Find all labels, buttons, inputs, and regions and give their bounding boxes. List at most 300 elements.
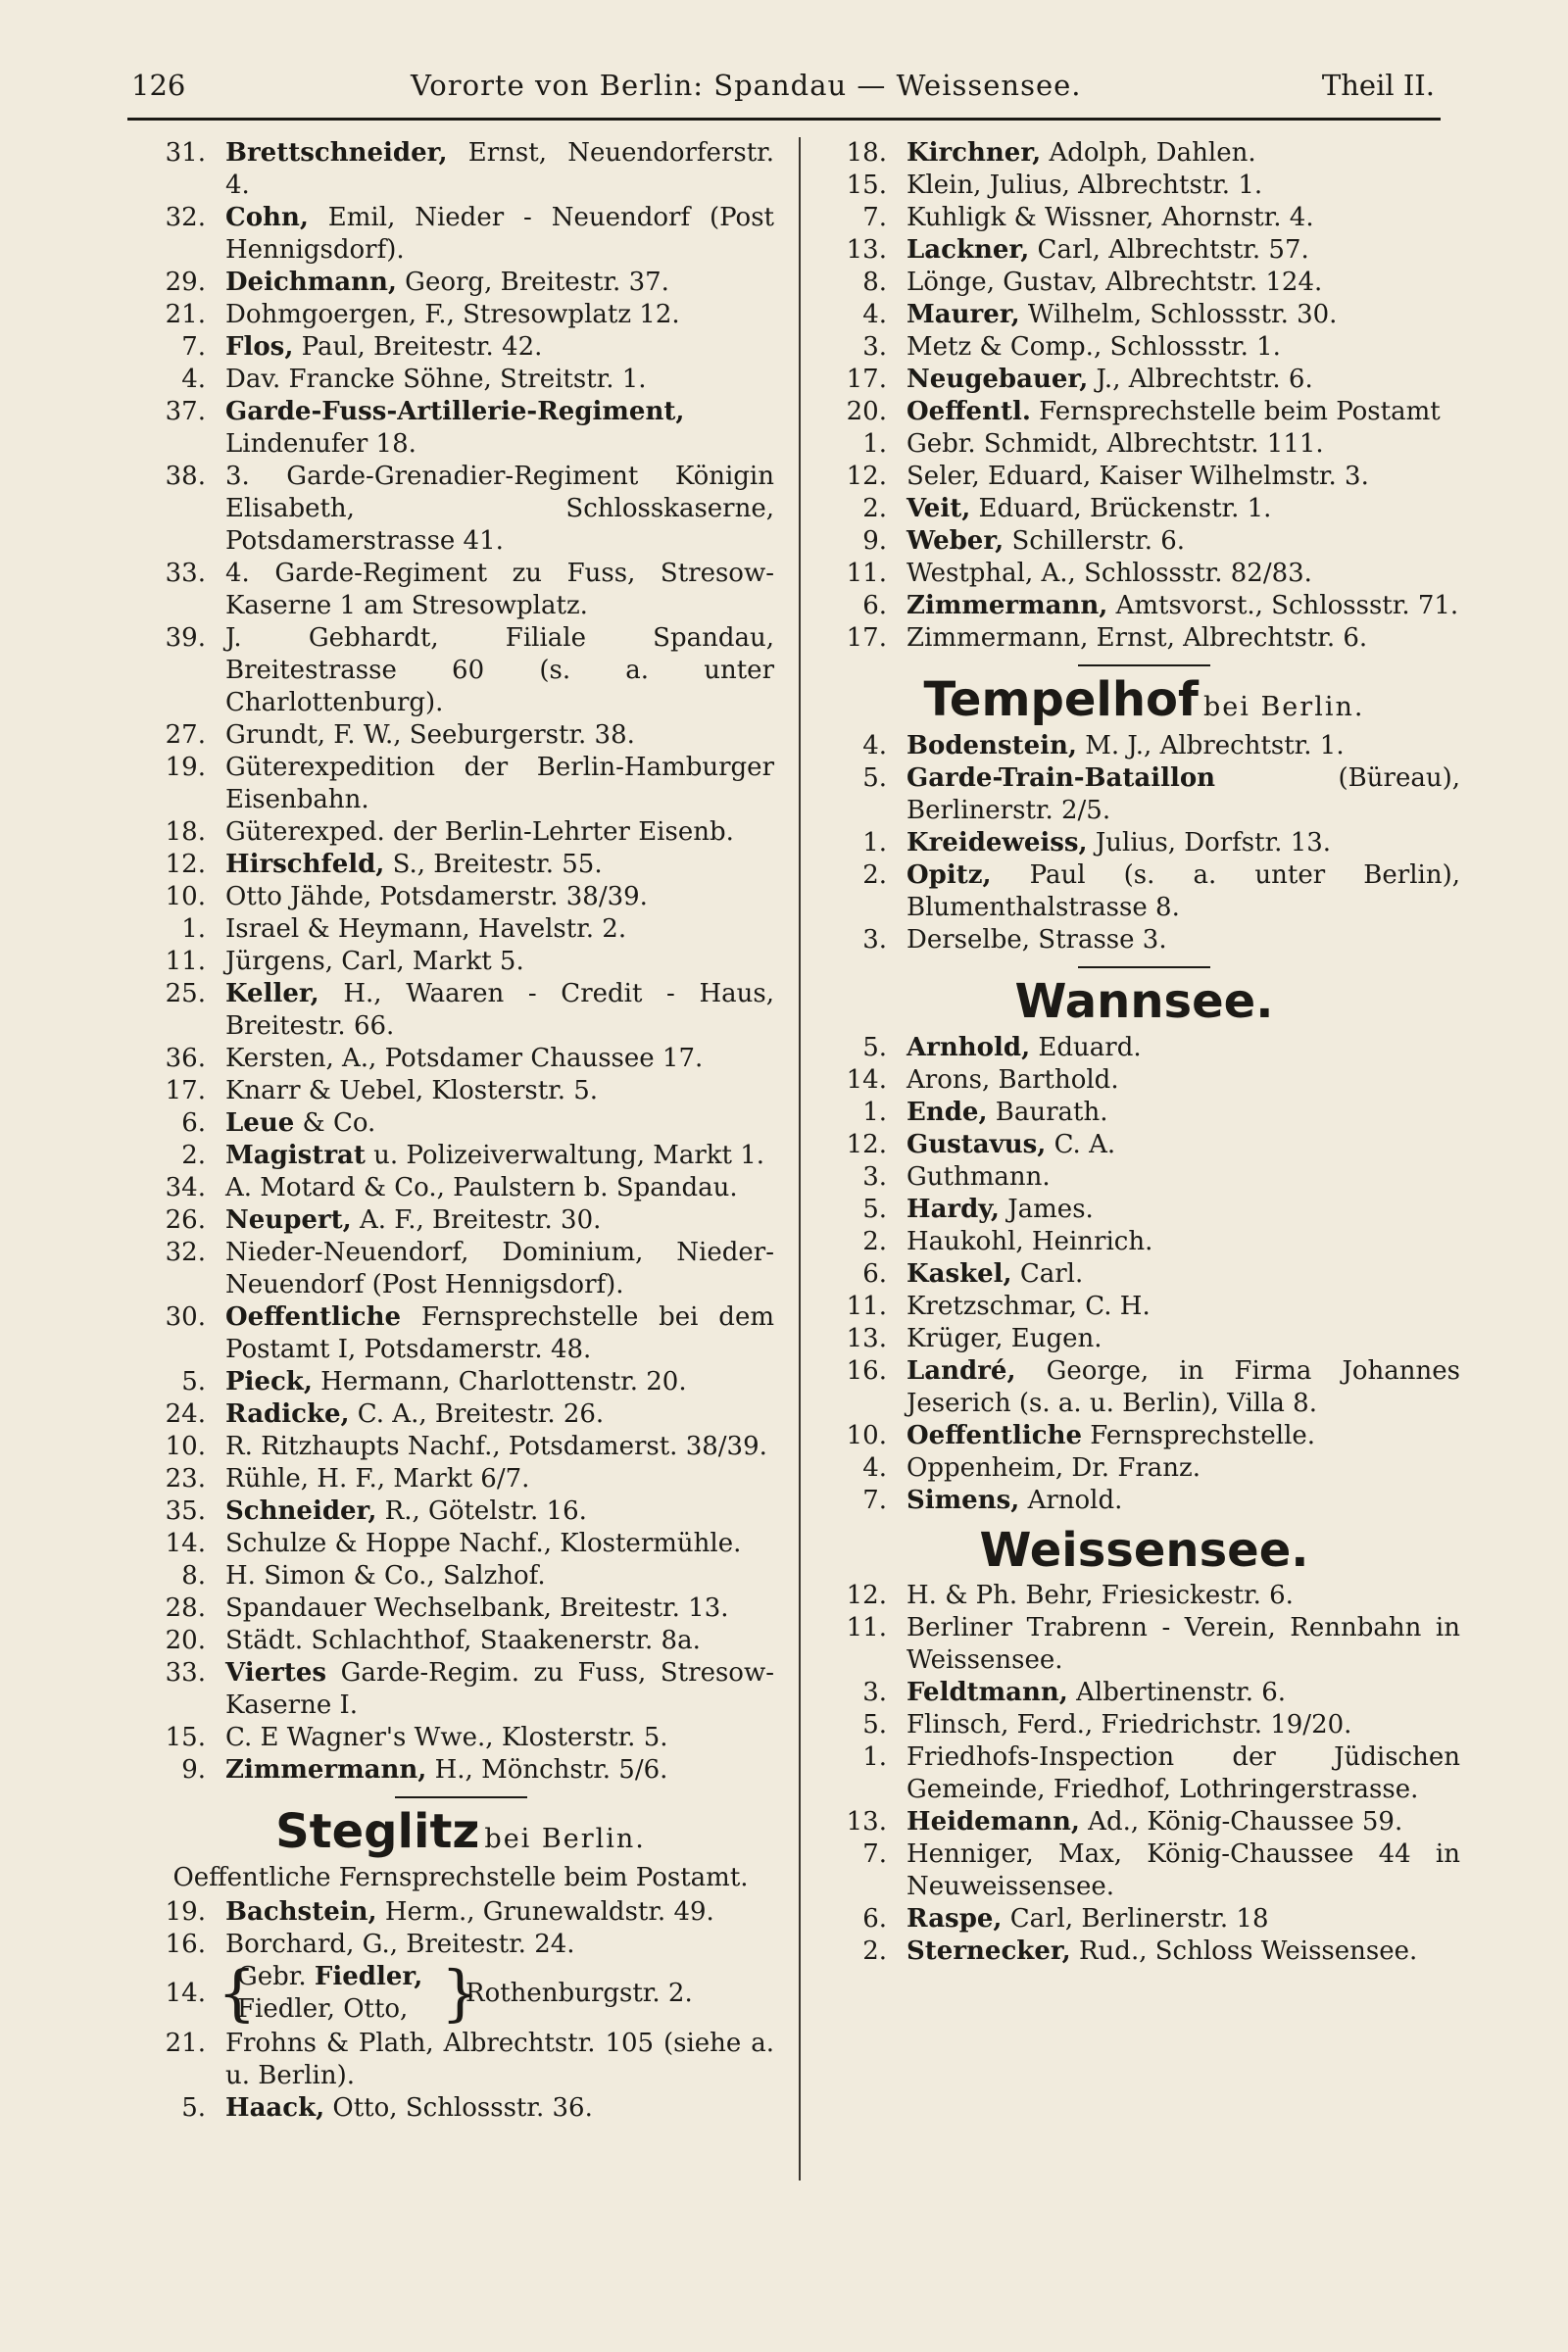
entry-text	[225, 719, 774, 752]
entry-details: Kuhligk & Wissner, Ahornstr. 4.	[906, 203, 1314, 232]
directory-entry	[147, 202, 774, 267]
entry-text	[906, 1032, 1460, 1064]
entry-number: 4.	[181, 365, 206, 394]
directory-entry	[147, 137, 774, 202]
entry-details: Adolph, Dahlen.	[1041, 138, 1256, 168]
entry-text	[906, 299, 1460, 331]
entry-details: Kretzschmar, C. H.	[906, 1291, 1151, 1321]
entry-text	[906, 1194, 1460, 1226]
entry-text	[225, 202, 774, 267]
entry-name: Kaskel,	[906, 1258, 1012, 1289]
entry-text	[225, 849, 774, 881]
entry-details: Jürgens, Carl, Markt 5.	[225, 947, 524, 976]
entry-details: Güterexpedition der Berlin-Hamburger Eisenbahn.	[225, 753, 774, 814]
entry-number: 13.	[846, 235, 887, 265]
directory-entry	[147, 558, 774, 622]
entry-details: Knarr & Uebel, Klosterstr. 5.	[225, 1076, 599, 1105]
entry-name: Maurer,	[906, 300, 1020, 329]
entry-text	[906, 1936, 1460, 1968]
entry-text	[225, 267, 774, 299]
entry-details: Nieder-Neuendorf, Dominium, Nieder-Neuendorf (Post Hennigsdorf).	[225, 1238, 774, 1299]
directory-entry	[828, 558, 1460, 590]
place-name: Wannsee.	[1014, 973, 1274, 1029]
entry-number: 9.	[181, 1755, 206, 1785]
directory-entry	[828, 1161, 1460, 1194]
entry-details: H. & Ph. Behr, Friesickestr. 6.	[906, 1581, 1294, 1611]
entry-details: 3. Garde-Grenadier-Regiment Königin Elisabeth, Schlosskaserne, Potsdamerstrasse 41.	[225, 462, 774, 556]
entry-number: 10.	[846, 1420, 887, 1450]
entry-text	[225, 1560, 774, 1592]
brace-line-2: Fiedler, Otto,	[237, 1993, 409, 2024]
directory-entry	[828, 924, 1460, 956]
entry-name: Haack,	[225, 2092, 325, 2123]
entry-text	[906, 461, 1460, 493]
entry-details: Flinsch, Ferd., Friedrichstr. 19/20.	[906, 1710, 1352, 1740]
entry-details: Albertinenstr. 6.	[1067, 1678, 1287, 1708]
entry-text	[906, 1161, 1460, 1194]
entry-details: Fernsprechstelle.	[1082, 1420, 1316, 1450]
entry-number: 18.	[846, 138, 887, 168]
entry-text	[225, 331, 774, 364]
entry-text	[225, 558, 774, 622]
entry-details: Carl, Berlinerstr. 18	[1002, 1904, 1269, 1935]
entry-number: 5.	[862, 1032, 887, 1062]
entry-name: Oeffentliche	[906, 1420, 1083, 1450]
entry-details: Schulze & Hoppe Nachf., Klostermühle.	[225, 1529, 742, 1558]
entry-number: 12.	[846, 462, 887, 491]
entry-details: Grundt, F. W., Seeburgerstr. 38.	[225, 720, 635, 750]
entry-name: Keller,	[225, 979, 319, 1008]
directory-entry	[828, 525, 1460, 558]
directory-entry	[828, 1064, 1460, 1097]
entry-number: 27.	[165, 720, 206, 750]
entry-details: Baurath.	[987, 1097, 1108, 1127]
entry-name: Veit,	[906, 494, 971, 523]
entry-number: 4.	[862, 300, 887, 329]
entry-name: Leue	[225, 1108, 295, 1138]
entry-number: 3.	[862, 1161, 887, 1192]
entry-details: Dav. Francke Söhne, Streitstr. 1.	[225, 365, 647, 394]
entry-number: 29.	[165, 268, 206, 297]
entry-details: J., Albrechtstr. 6.	[1088, 365, 1313, 394]
entry-text	[906, 1806, 1460, 1838]
entry-details: Ad., König-Chaussee 59.	[1079, 1807, 1403, 1838]
entry-text	[906, 1485, 1460, 1517]
weissensee-list	[828, 1580, 1460, 1968]
directory-entry	[147, 913, 774, 946]
entry-number: 7.	[862, 1839, 887, 1870]
entry-number: 8.	[862, 268, 887, 297]
entry-number: 16.	[846, 1355, 887, 1386]
directory-entry	[147, 881, 774, 913]
directory-entry	[147, 1075, 774, 1107]
brace-names	[237, 1961, 422, 2026]
section-title-tempelhof	[828, 674, 1460, 726]
directory-entry	[147, 1929, 774, 1961]
entry-text	[225, 752, 774, 816]
entry-text	[225, 461, 774, 558]
entry-text	[906, 1580, 1460, 1612]
entry-name: Heidemann,	[906, 1807, 1080, 1838]
entry-number: 2.	[181, 1141, 206, 1170]
brace-prefix: Gebr.	[237, 1961, 315, 1991]
entry-name: Neupert,	[225, 1205, 352, 1235]
entry-details: Eduard, Brückenstr. 1.	[970, 494, 1272, 523]
directory-entry	[828, 1452, 1460, 1485]
entry-text	[225, 1463, 774, 1495]
entry-text	[225, 1398, 774, 1431]
entry-text	[225, 622, 774, 719]
entry-details: Haukohl, Heinrich.	[906, 1226, 1153, 1256]
entry-number: 5.	[181, 2092, 206, 2123]
entry-number: 15.	[165, 1723, 206, 1752]
entry-name: Landré,	[906, 1355, 1016, 1386]
directory-entry	[828, 1226, 1460, 1258]
entry-number: 7.	[181, 332, 206, 362]
entry-details: Julius, Dorfstr. 13.	[1087, 827, 1332, 858]
entry-details: C. E Wagner's Wwe., Klosterstr. 5.	[225, 1723, 668, 1752]
entry-details: Henniger, Max, König-Chaussee 44 in Neuweissensee.	[906, 1839, 1460, 1902]
entry-number: 1.	[181, 914, 206, 944]
directory-entry	[828, 234, 1460, 267]
entry-details: James.	[999, 1194, 1094, 1224]
entry-number: 39.	[165, 623, 206, 653]
header-rule	[127, 118, 1441, 121]
directory-entry	[828, 762, 1460, 827]
entry-text	[225, 1495, 774, 1528]
entry-number: 2.	[862, 859, 887, 890]
entry-text	[906, 827, 1460, 859]
entry-text	[906, 170, 1460, 202]
entry-name: Garde-Fuss-Artillerie-Regiment,	[225, 397, 685, 426]
entry-number: 11.	[846, 559, 887, 588]
entry-text	[906, 1420, 1460, 1452]
entry-number: 18.	[165, 817, 206, 847]
entry-name: Zimmermann,	[225, 1755, 427, 1785]
wannsee-list	[828, 1032, 1460, 1517]
continued-list	[828, 137, 1460, 655]
directory-entry	[828, 730, 1460, 762]
directory-entry	[828, 1936, 1460, 1968]
directory-entry	[147, 1172, 774, 1204]
entry-text	[225, 1075, 774, 1107]
entry-number: 5.	[862, 1194, 887, 1224]
entry-details: H., Mönchstr. 5/6.	[426, 1755, 668, 1785]
directory-entry	[828, 827, 1460, 859]
steglitz-list-a	[147, 1896, 774, 1961]
directory-entry	[828, 1194, 1460, 1226]
entry-text	[225, 1107, 774, 1140]
directory-entry	[828, 1355, 1460, 1420]
entry-name: Oeffentliche	[225, 1302, 402, 1332]
entry-number: 21.	[165, 2028, 206, 2058]
place-suffix: bei Berlin.	[484, 1824, 646, 1854]
entry-number: 30.	[165, 1302, 206, 1332]
entry-name: Arnhold,	[906, 1032, 1031, 1062]
entry-text	[906, 1355, 1460, 1420]
entry-name: Deichmann,	[225, 268, 397, 297]
entry-details: Spandauer Wechselbank, Breitestr. 13.	[225, 1593, 729, 1623]
directory-entry	[147, 1043, 774, 1075]
entry-text	[225, 1204, 774, 1237]
entry-number: 11.	[165, 947, 206, 976]
place-suffix: bei Berlin.	[1202, 692, 1365, 722]
entry-number: 15.	[846, 171, 887, 200]
directory-entry	[147, 1431, 774, 1463]
entry-text	[906, 1226, 1460, 1258]
entry-number: 4.	[862, 730, 887, 760]
entry-details: Lindenufer 18.	[225, 429, 416, 459]
entry-number: 24.	[165, 1399, 206, 1429]
entry-details: Herm., Grunewaldstr. 49.	[376, 1896, 714, 1927]
entry-text	[225, 1366, 774, 1398]
section-note: Oeffentliche Fernsprechstelle beim Postamt.	[172, 1862, 749, 1892]
entry-details: Emil, Nieder - Neuendorf (Post Hennigsdorf).	[225, 203, 774, 265]
entry-text	[906, 1129, 1460, 1161]
entry-text	[225, 1592, 774, 1625]
directory-entry	[147, 2028, 774, 2092]
entry-details: Carl.	[1011, 1258, 1084, 1289]
entry-name: Weber,	[906, 526, 1004, 556]
entry-name: Flos,	[225, 332, 294, 362]
entry-number: 6.	[862, 1904, 887, 1935]
entry-number: 19.	[165, 753, 206, 782]
section-rule	[1078, 966, 1210, 968]
entry-number: 9.	[862, 526, 887, 556]
entry-text	[906, 1064, 1460, 1097]
section-title-weissensee	[828, 1522, 1460, 1578]
entry-text	[225, 1043, 774, 1075]
entry-number: 7.	[862, 203, 887, 232]
entry-details: Oppenheim, Dr. Franz.	[906, 1452, 1200, 1483]
entry-details: Amtsvorst., Schlossstr. 71.	[1107, 591, 1459, 620]
entry-name: Lackner,	[906, 235, 1030, 265]
entry-number: 20.	[846, 397, 887, 426]
directory-entry	[828, 428, 1460, 461]
directory-entry	[828, 1032, 1460, 1064]
running-title: Vororte von Berlin: Spandau — Weissensee.	[411, 69, 1082, 102]
directory-entry	[828, 1709, 1460, 1741]
entry-text	[906, 1097, 1460, 1129]
directory-entry	[147, 1204, 774, 1237]
directory-entry	[828, 267, 1460, 299]
entry-details: Paul (s. a. unter Berlin), Blumenthalstrasse 8.	[906, 859, 1460, 922]
entry-details: Eduard.	[1030, 1032, 1142, 1062]
directory-entry	[828, 1580, 1460, 1612]
left-column	[147, 137, 774, 2125]
directory-entry	[147, 1528, 774, 1560]
entry-name: Garde-Train-Bataillon	[906, 762, 1216, 793]
entry-text	[225, 2092, 774, 2125]
directory-entry	[828, 1677, 1460, 1709]
entry-text	[906, 331, 1460, 364]
entry-number: 7.	[862, 1485, 887, 1515]
entry-details: Städt. Schlachthof, Staakenerstr. 8a.	[225, 1626, 701, 1655]
entry-details: Guthmann.	[906, 1161, 1051, 1192]
directory-entry	[828, 1485, 1460, 1517]
entry-details: Güterexped. der Berlin-Lehrter Eisenb.	[225, 817, 734, 847]
entry-text	[225, 364, 774, 396]
entry-details: R., Götelstr. 16.	[376, 1496, 587, 1526]
entry-text	[906, 1323, 1460, 1355]
entry-details: Borchard, G., Breitestr. 24.	[225, 1929, 575, 1959]
directory-entry	[147, 1754, 774, 1787]
entry-details: Schillerstr. 6.	[1004, 526, 1186, 556]
entry-text	[225, 1722, 774, 1754]
entry-details: George, in Firma Johannes Jeserich (s. a. u. Berlin), Villa 8.	[906, 1355, 1460, 1418]
entry-number: 6.	[862, 1258, 887, 1289]
directory-entry	[828, 859, 1460, 924]
entry-text	[906, 859, 1460, 924]
entry-name: Simens,	[906, 1485, 1020, 1515]
entry-number: 21.	[165, 300, 206, 329]
entry-text	[225, 1929, 774, 1961]
entry-number: 5.	[862, 1710, 887, 1740]
directory-entry	[147, 1463, 774, 1495]
entry-number: 4.	[862, 1452, 887, 1483]
directory-entry	[147, 1657, 774, 1722]
entry-number: 12.	[846, 1129, 887, 1159]
entry-number: 32.	[165, 203, 206, 232]
entry-number: 25.	[165, 979, 206, 1008]
entry-details: Paul, Breitestr. 42.	[293, 332, 543, 362]
entry-details: Klein, Julius, Albrechtstr. 1.	[906, 171, 1263, 200]
entry-details: R. Ritzhaupts Nachf., Potsdamerst. 38/39.	[225, 1432, 767, 1461]
entry-number: 34.	[165, 1173, 206, 1202]
entry-text	[906, 267, 1460, 299]
entry-text	[225, 1528, 774, 1560]
entry-name: Ende,	[906, 1097, 988, 1127]
entry-name: Radicke,	[225, 1399, 350, 1429]
entry-name: Gustavus,	[906, 1129, 1047, 1159]
tempelhof-list	[828, 730, 1460, 956]
entry-text	[906, 1838, 1460, 1903]
entry-details: Carl, Albrechtstr. 57.	[1029, 235, 1309, 265]
entry-name: Brettschneider,	[225, 138, 448, 168]
entry-number: 36.	[165, 1044, 206, 1073]
directory-entry	[147, 461, 774, 558]
page-number: 126	[131, 69, 186, 102]
directory-entry	[147, 1237, 774, 1301]
entry-details: Dohmgoergen, F., Stresowplatz 12.	[225, 300, 680, 329]
entry-details: C. A., Breitestr. 26.	[349, 1399, 605, 1429]
entry-number: 1.	[862, 1742, 887, 1773]
entry-number: 23.	[165, 1464, 206, 1494]
entry-number: 32.	[165, 1238, 206, 1267]
entry-text	[225, 299, 774, 331]
entry-number: 13.	[846, 1323, 887, 1353]
entry-name: Sternecker,	[906, 1936, 1071, 1967]
entry-details: C. A.	[1046, 1129, 1116, 1159]
entry-details: Arons, Barthold.	[906, 1064, 1119, 1095]
entry-text	[225, 1896, 774, 1929]
directory-entry	[828, 1612, 1460, 1677]
entry-number: 17.	[165, 1076, 206, 1105]
entry-number: 1.	[862, 1097, 887, 1127]
entry-name: Magistrat	[225, 1141, 366, 1170]
entry-text	[225, 137, 774, 202]
entry-text	[225, 978, 774, 1043]
brace-address: Rothenburgstr. 2.	[466, 1978, 693, 2008]
entry-text	[906, 1291, 1460, 1323]
directory-entry	[147, 1301, 774, 1366]
entry-number: 6.	[181, 1108, 206, 1138]
directory-entry	[828, 170, 1460, 202]
entry-number: 3.	[862, 1678, 887, 1708]
entry-number: 14.	[165, 1529, 206, 1558]
entry-name: Zimmermann,	[906, 591, 1108, 620]
entry-text	[906, 525, 1460, 558]
entry-text	[225, 1140, 774, 1172]
entry-text	[906, 202, 1460, 234]
entry-name: Opitz,	[906, 859, 992, 890]
entry-details: Hermann, Charlottenstr. 20.	[312, 1367, 687, 1396]
directory-entry	[828, 202, 1460, 234]
directory-entry	[147, 719, 774, 752]
entry-details: A. F., Breitestr. 30.	[351, 1205, 602, 1235]
entry-name: Feldtmann,	[906, 1678, 1068, 1708]
entry-number: 2.	[862, 494, 887, 523]
directory-entry	[828, 299, 1460, 331]
directory-entry	[147, 622, 774, 719]
entry-number: 33.	[165, 1658, 206, 1688]
entry-number: 10.	[165, 882, 206, 911]
entry-name: Viertes	[225, 1658, 327, 1688]
directory-entry	[828, 590, 1460, 622]
entry-number: 12.	[846, 1581, 887, 1611]
entry-name: Bachstein,	[225, 1896, 377, 1927]
right-brace: }	[441, 1956, 480, 2029]
directory-entry	[147, 331, 774, 364]
entry-text	[225, 1657, 774, 1722]
entry-details: Gebr. Schmidt, Albrechtstr. 111.	[906, 429, 1324, 459]
entry-text	[225, 946, 774, 978]
entry-number: 17.	[846, 365, 887, 394]
entry-text	[225, 1301, 774, 1366]
entry-text	[225, 1237, 774, 1301]
directory-entry	[147, 299, 774, 331]
entry-details: Wilhelm, Schlossstr. 30.	[1019, 300, 1338, 329]
part-label: Theil II.	[1321, 69, 1435, 102]
entry-number: 8.	[181, 1561, 206, 1591]
entry-details: Fernsprechstelle beim Postamt	[1030, 397, 1441, 426]
entry-details: Georg, Breitestr. 37.	[396, 268, 669, 297]
entry-number: 19.	[165, 1896, 206, 1927]
column-divider	[799, 137, 801, 2180]
directory-entry	[828, 622, 1460, 655]
entry-number: 26.	[165, 1205, 206, 1235]
entry-details: Friedhofs-Inspection der Jüdischen Gemeinde, Friedhof, Lothringerstrasse.	[906, 1742, 1460, 1805]
entry-details: Krüger, Eugen.	[906, 1323, 1102, 1353]
entry-details: H., Waaren - Credit - Haus, Breitestr. 66.	[225, 979, 774, 1041]
entry-text	[906, 364, 1460, 396]
section-rule	[1078, 664, 1210, 666]
entry-text	[906, 924, 1460, 956]
entry-number: 5.	[862, 762, 887, 793]
directory-entry	[147, 946, 774, 978]
entry-name: Oeffentl.	[906, 397, 1031, 426]
directory-entry	[147, 2092, 774, 2125]
entry-number: 3.	[862, 332, 887, 362]
directory-entry	[828, 493, 1460, 525]
entry-text	[906, 1903, 1460, 1936]
place-name: Weissensee.	[979, 1522, 1309, 1578]
entry-number: 12.	[165, 850, 206, 879]
entry-name: Cohn,	[225, 203, 309, 232]
entry-text	[906, 1612, 1460, 1677]
directory-entry	[147, 978, 774, 1043]
entry-details: Rühle, H. F., Markt 6/7.	[225, 1464, 530, 1494]
